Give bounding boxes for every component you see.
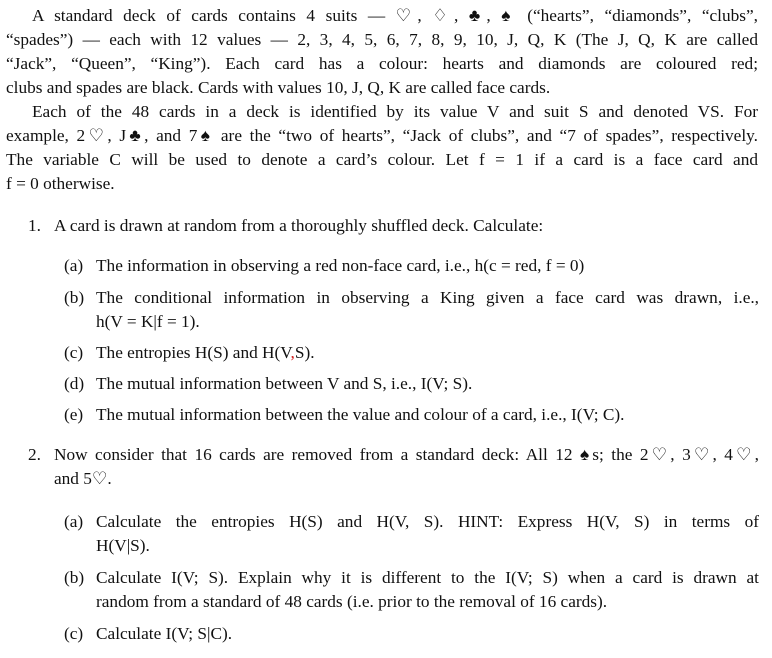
- q2-part-b-label: (b): [64, 568, 85, 587]
- q2-part-b-line-2: random from a standard of 48 cards (i.e. prior to the removal of 16 cards).: [96, 592, 608, 611]
- intro-p1-line-2: “spades”) — each with 12 values — 2, 3, 4, 5, 6, 7, 8, 9, 10, J, Q, K (The J, Q, K are called: [6, 30, 758, 49]
- intro-p1-line-4: clubs and spades are black. Cards with values 10, J, Q, K are called face cards.: [6, 78, 551, 97]
- intro-p1-line-1: A standard deck of cards contains 4 suits — ♡, ♢, ♣, ♠ (“hearts”, “diamonds”, “clubs”,: [32, 6, 758, 25]
- q1-part-c-text: The entropies H(S) and H(V,S).: [96, 343, 315, 362]
- q2-part-c-label: (c): [64, 624, 84, 643]
- q1-part-b-label: (b): [64, 288, 85, 307]
- question-2-number: 2.: [28, 445, 41, 464]
- q2-part-a-label: (a): [64, 512, 84, 531]
- question-1-number: 1.: [28, 216, 41, 235]
- q2-part-c-text: Calculate I(V; S|C).: [96, 624, 233, 643]
- q1-part-d-label: (d): [64, 374, 85, 393]
- intro-paragraph-1: [6, 4, 758, 28]
- intro-p2-line-1: Each of the 48 cards in a deck is identified by its value V and suit S and denoted VS. For: [32, 102, 758, 121]
- intro-p2-line-3: The variable C will be used to denote a card’s colour. Let f = 1 if a card is a face card and: [6, 150, 758, 169]
- q1-part-e-text: The mutual information between the value and colour of a card, i.e., I(V; C).: [96, 405, 625, 424]
- intro-p2-line-4: f = 0 otherwise.: [6, 174, 115, 193]
- question-2-line-2: and 5♡.: [54, 469, 112, 488]
- intro-p1-line-3: “Jack”, “Queen”, “King”). Each card has a colour: hearts and diamonds are coloured red;: [6, 54, 758, 73]
- q1-part-b-line-1: The conditional information in observing a King given a face card was drawn, i.e.,: [96, 288, 759, 307]
- q1-part-c-label: (c): [64, 343, 84, 362]
- q2-part-b-line-1: Calculate I(V; S). Explain why it is different to the I(V; S) when a card is drawn at: [96, 568, 759, 587]
- question-1-text: A card is drawn at random from a thoroughly shuffled deck. Calculate:: [54, 216, 544, 235]
- intro-paragraph-2: [6, 100, 758, 124]
- q2-part-a-line-2: H(V|S).: [96, 536, 150, 555]
- q1-part-e-label: (e): [64, 405, 84, 424]
- question-2-line-1: Now consider that 16 cards are removed from a standard deck: All 12 ♠s; the 2♡, 3♡, 4♡,: [54, 445, 759, 464]
- q1-part-d-text: The mutual information between V and S, i.e., I(V; S).: [96, 374, 473, 393]
- q1-part-a-text: The information in observing a red non-face card, i.e., h(c = red, f = 0): [96, 256, 585, 275]
- q2-part-a-line-1: Calculate the entropies H(S) and H(V, S). HINT: Express H(V, S) in terms of: [96, 512, 759, 531]
- intro-p1-cont: [6, 28, 758, 100]
- q1-part-b-line-2: h(V = K|f = 1).: [96, 312, 200, 331]
- q1-part-a-label: (a): [64, 256, 84, 275]
- intro-p2-cont: [6, 124, 758, 196]
- intro-p2-line-2: example, 2♡, J♣, and 7♠ are the “two of hearts”, “Jack of clubs”, and “7 of spades”, respectively.: [6, 126, 758, 145]
